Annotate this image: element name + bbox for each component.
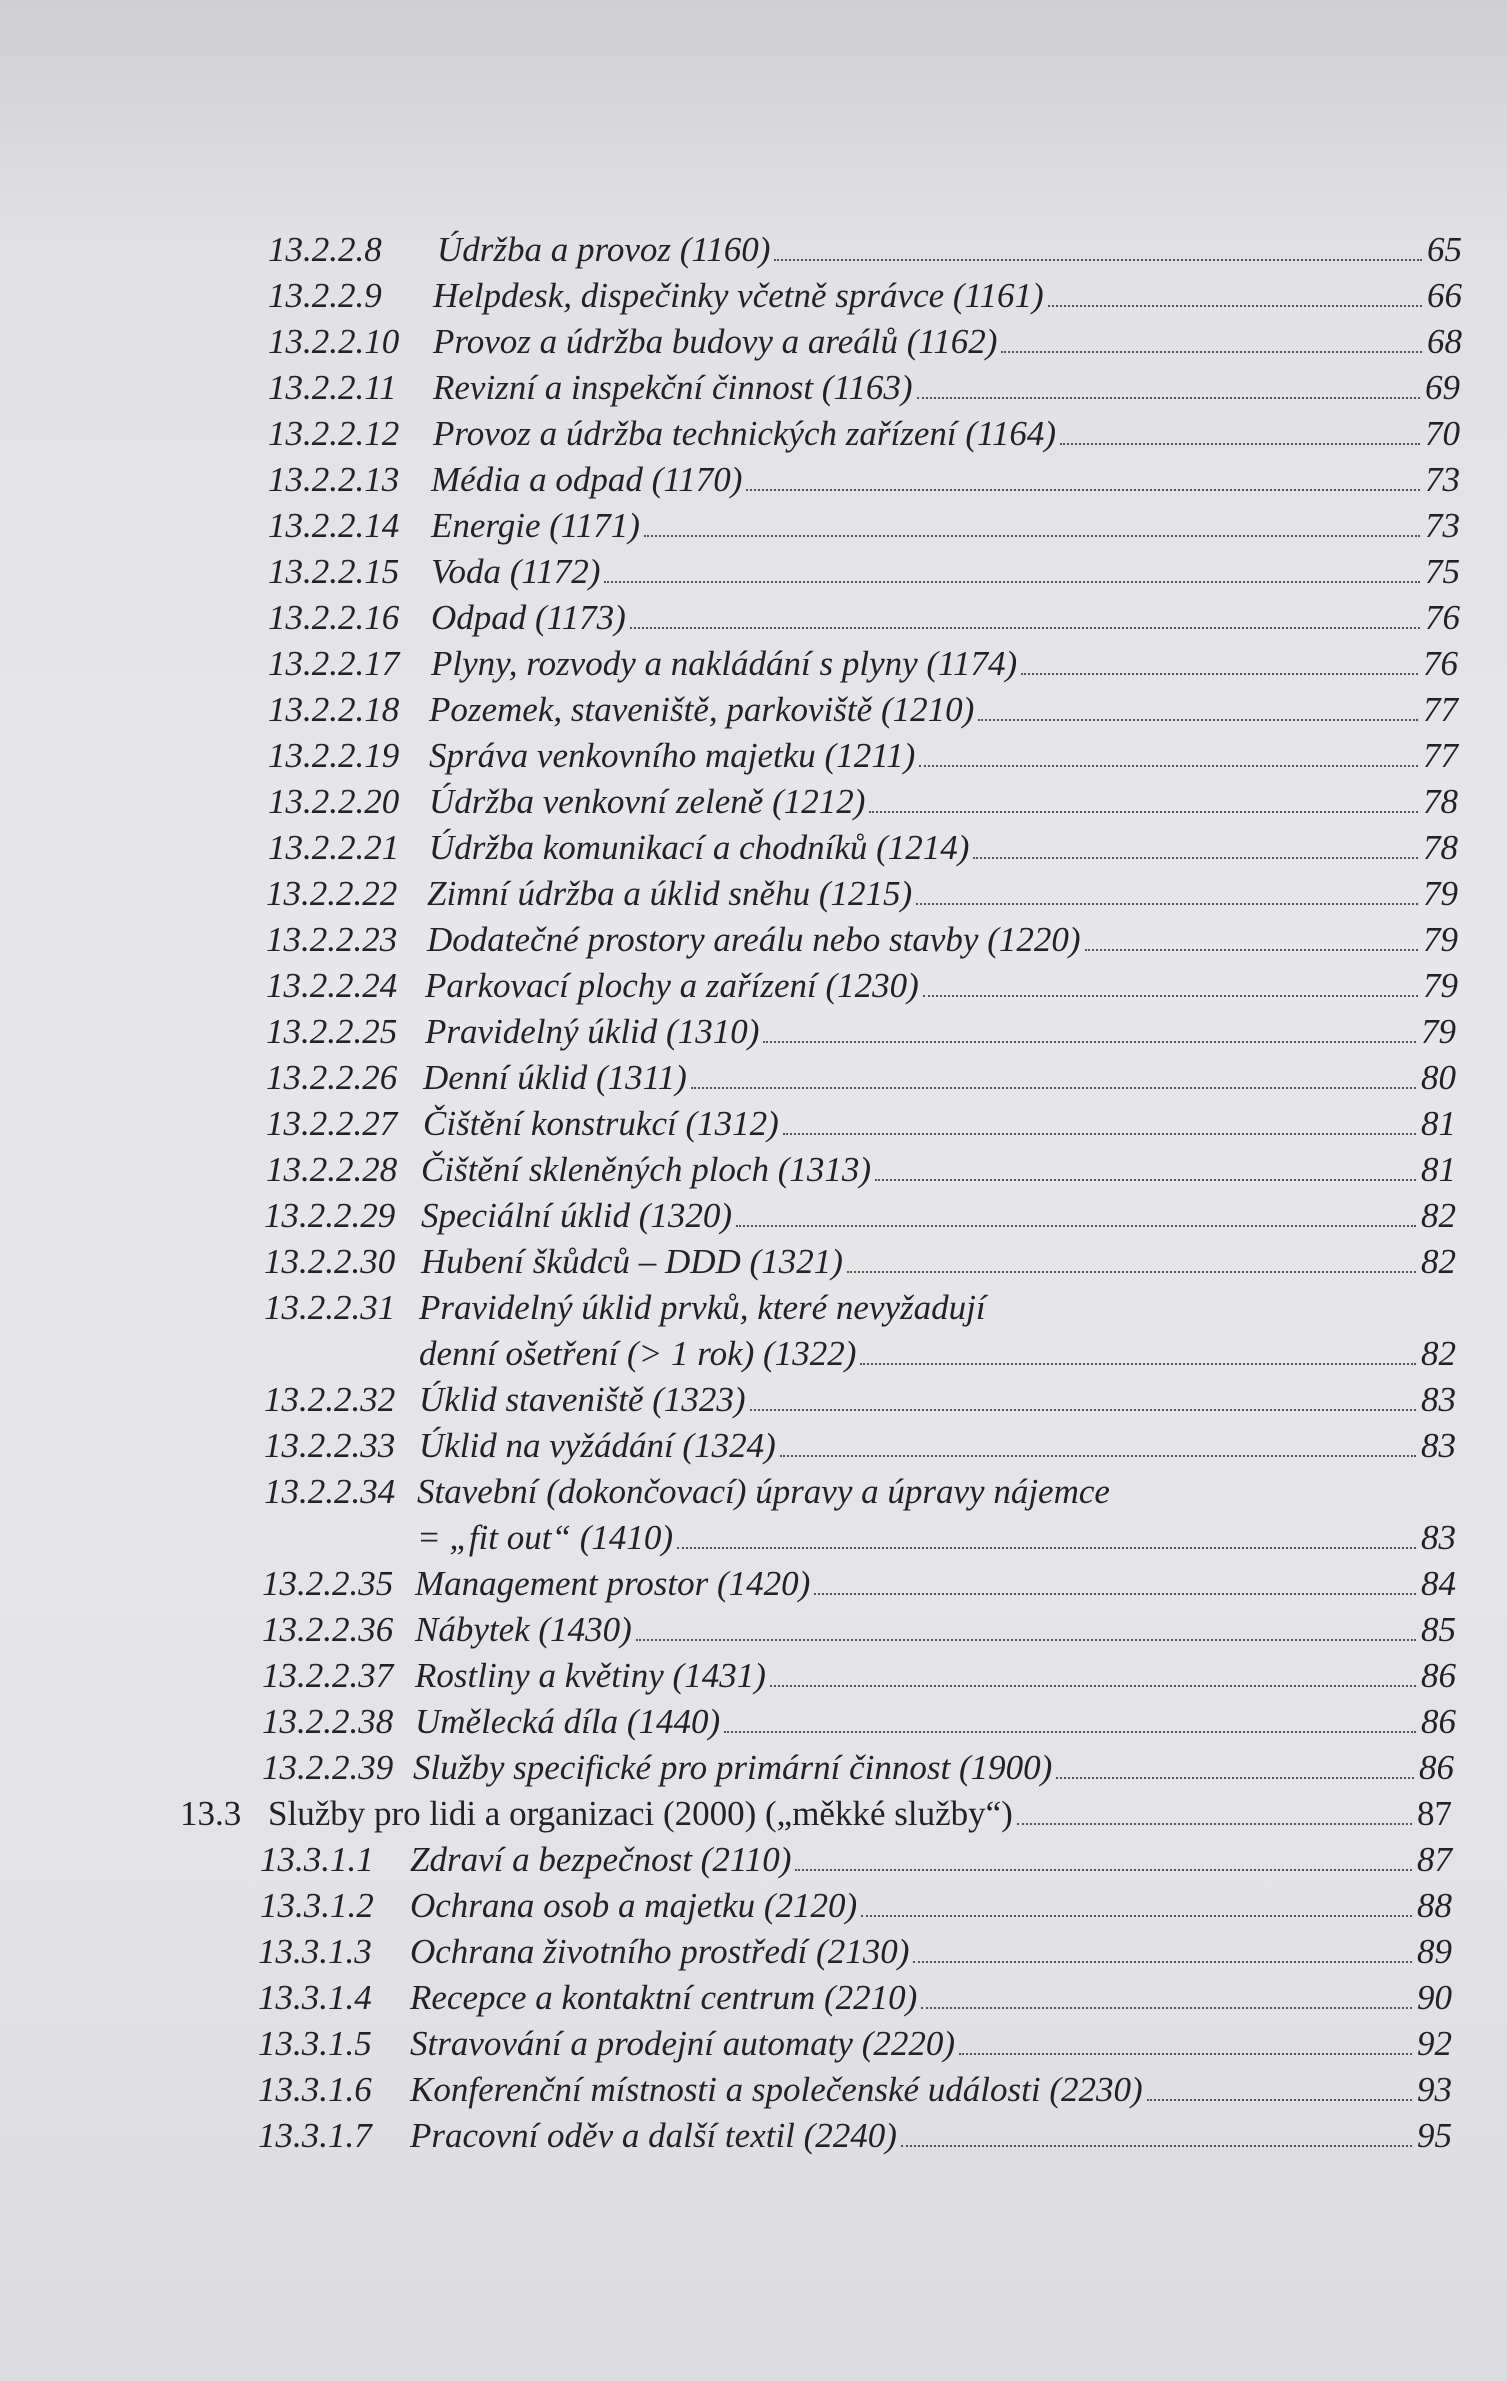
dot-leader bbox=[677, 1546, 1416, 1549]
toc-entry-page: 81 bbox=[1421, 1150, 1456, 1189]
toc-entry-line bbox=[413, 1746, 1454, 1790]
toc-entry-title: Hubení škůdců – DDD (1321) bbox=[421, 1242, 843, 1281]
toc-entry-page: 76 bbox=[1425, 598, 1460, 637]
toc-entry-title: Zdraví a bezpečnost (2110) bbox=[410, 1840, 792, 1879]
dot-leader bbox=[847, 1270, 1416, 1273]
toc-entry-title: Pravidelný úklid prvků, které nevyžadují bbox=[419, 1288, 986, 1327]
toc-entry-number: 13.2.2.25 bbox=[266, 1012, 398, 1051]
toc-entry-page: 82 bbox=[1421, 1334, 1456, 1373]
toc-entry-number: 13.3.1.6 bbox=[258, 2070, 372, 2109]
toc-entry-number: 13.2.2.30 bbox=[264, 1242, 396, 1281]
toc-entry-page: 90 bbox=[1417, 1978, 1452, 2017]
toc-entry-page: 86 bbox=[1419, 1748, 1454, 1787]
toc-entry-number: 13.2.2.14 bbox=[268, 506, 400, 545]
toc-entry-line bbox=[410, 1930, 1452, 1974]
toc-entry-page: 85 bbox=[1421, 1610, 1456, 1649]
toc-entry-title: Úklid staveniště (1323) bbox=[419, 1380, 746, 1419]
toc-entry-line bbox=[431, 550, 1460, 594]
toc-entry-line bbox=[433, 412, 1460, 456]
toc-entry-number: 13.3.1.4 bbox=[258, 1978, 372, 2017]
toc-entry-page: 75 bbox=[1425, 552, 1460, 591]
toc-entry-title-continuation: = „fit out“ (1410) bbox=[417, 1518, 674, 1557]
toc-entry-page: 73 bbox=[1425, 460, 1460, 499]
dot-leader bbox=[746, 488, 1420, 491]
toc-entry-line bbox=[431, 596, 1460, 640]
toc-entry-number: 13.2.2.9 bbox=[268, 276, 382, 315]
toc-entry-page: 80 bbox=[1421, 1058, 1456, 1097]
toc-entry-number: 13.2.2.15 bbox=[268, 552, 400, 591]
dot-leader bbox=[814, 1592, 1416, 1595]
toc-entry-number: 13.2.2.27 bbox=[266, 1104, 398, 1143]
toc-entry-page: 69 bbox=[1425, 368, 1460, 407]
toc-entry-number: 13.2.2.23 bbox=[266, 920, 398, 959]
toc-entry-line bbox=[419, 1424, 1456, 1468]
toc-entry-title: Čištění konstrukcí (1312) bbox=[423, 1104, 779, 1143]
toc-entry-page: 79 bbox=[1421, 1012, 1456, 1051]
toc-entry-line bbox=[437, 228, 1462, 272]
toc-entry-page: 81 bbox=[1421, 1104, 1456, 1143]
toc-entry-number: 13.3.1.1 bbox=[260, 1840, 374, 1879]
toc-entry-number: 13.2.2.18 bbox=[268, 690, 400, 729]
toc-entry-number: 13.3 bbox=[180, 1794, 242, 1833]
toc-entry-number: 13.2.2.16 bbox=[268, 598, 400, 637]
toc-entry-line bbox=[429, 688, 1458, 732]
toc-entry-line bbox=[425, 1010, 1456, 1054]
dot-leader bbox=[917, 396, 1420, 399]
dot-leader bbox=[875, 1178, 1416, 1181]
dot-leader bbox=[691, 1086, 1416, 1089]
toc-entry-page: 88 bbox=[1417, 1886, 1452, 1925]
toc-entry-page: 82 bbox=[1421, 1196, 1456, 1235]
toc-entry-page: 65 bbox=[1427, 230, 1462, 269]
toc-entry-line bbox=[423, 1102, 1456, 1146]
toc-entry-number: 13.2.2.12 bbox=[268, 414, 400, 453]
toc-entry-title: Revizní a inspekční činnost (1163) bbox=[433, 368, 913, 407]
dot-leader bbox=[750, 1408, 1416, 1411]
dot-leader bbox=[1060, 442, 1420, 445]
toc-entry-title: Helpdesk, dispečinky včetně správce (1161) bbox=[433, 276, 1044, 315]
toc-entry-title: Údržba venkovní zeleně (1212) bbox=[429, 782, 866, 821]
toc-entry-page: 79 bbox=[1423, 966, 1458, 1005]
toc-entry-line bbox=[433, 320, 1462, 364]
toc-entry-title: Údržba komunikací a chodníků (1214) bbox=[429, 828, 970, 867]
toc-entry-line bbox=[431, 458, 1460, 502]
toc-entry-page: 87 bbox=[1417, 1840, 1452, 1879]
dot-leader bbox=[959, 2052, 1412, 2055]
toc-entry-title: Parkovací plochy a zařízení (1230) bbox=[425, 966, 919, 1005]
toc-entry-line bbox=[419, 1378, 1456, 1422]
toc-entry-title: Dodatečné prostory areálu nebo stavby (1220) bbox=[427, 920, 1081, 959]
toc-entry-line bbox=[410, 1884, 1452, 1928]
toc-entry-title: Správa venkovního majetku (1211) bbox=[429, 736, 916, 775]
dot-leader bbox=[724, 1730, 1416, 1733]
dot-leader bbox=[1021, 672, 1418, 675]
toc-entry-title: Pozemek, staveniště, parkoviště (1210) bbox=[429, 690, 975, 729]
toc-entry-title: Energie (1171) bbox=[431, 506, 640, 545]
toc-entry-line bbox=[415, 1562, 1456, 1606]
toc-entry-page: 92 bbox=[1417, 2024, 1452, 2063]
dot-leader bbox=[919, 764, 1418, 767]
toc-entry-number: 13.3.1.5 bbox=[258, 2024, 372, 2063]
dot-leader bbox=[973, 856, 1418, 859]
toc-entry-line bbox=[410, 1838, 1452, 1882]
toc-entry-page: 70 bbox=[1425, 414, 1460, 453]
toc-entry-line bbox=[431, 504, 1460, 548]
dot-leader bbox=[916, 902, 1418, 905]
dot-leader bbox=[913, 1960, 1412, 1963]
toc-entry-line bbox=[415, 1608, 1456, 1652]
toc-entry-title: Média a odpad (1170) bbox=[431, 460, 743, 499]
toc-entry-title: Rostliny a květiny (1431) bbox=[415, 1656, 766, 1695]
toc-entry-page: 79 bbox=[1423, 874, 1458, 913]
toc-entry-number: 13.3.1.7 bbox=[258, 2116, 372, 2155]
toc-entry-page: 84 bbox=[1421, 1564, 1456, 1603]
toc-entry-number: 13.3.1.3 bbox=[258, 1932, 372, 1971]
toc-entry-line bbox=[419, 1332, 1456, 1376]
toc-entry-line bbox=[410, 2022, 1452, 2066]
toc-section-line bbox=[268, 1792, 1452, 1836]
toc-entry-title: Odpad (1173) bbox=[431, 598, 626, 637]
dot-leader bbox=[869, 810, 1418, 813]
dot-leader bbox=[770, 1684, 1416, 1687]
toc-section-title: Služby pro lidi a organizaci (2000) („měkké služby“) bbox=[268, 1794, 1013, 1833]
dot-leader bbox=[763, 1040, 1416, 1043]
toc-entry-line bbox=[427, 918, 1458, 962]
toc-entry-number: 13.2.2.28 bbox=[266, 1150, 398, 1189]
toc-entry-page: 83 bbox=[1421, 1426, 1456, 1465]
toc-entry-page: 73 bbox=[1425, 506, 1460, 545]
toc-entry-line bbox=[417, 1516, 1456, 1560]
toc-entry-number: 13.2.2.37 bbox=[262, 1656, 394, 1695]
toc-entry-title: Pracovní oděv a další textil (2240) bbox=[410, 2116, 897, 2155]
toc-entry-title: Provoz a údržba technických zařízení (1164) bbox=[433, 414, 1057, 453]
toc-entry-title: Denní úklid (1311) bbox=[423, 1058, 687, 1097]
toc-entry-line bbox=[415, 1654, 1456, 1698]
toc-entry-page: 89 bbox=[1417, 1932, 1452, 1971]
dot-leader bbox=[1001, 350, 1422, 353]
toc-entry-title: Speciální úklid (1320) bbox=[421, 1196, 733, 1235]
toc-entry-page: 77 bbox=[1423, 736, 1458, 775]
dot-leader bbox=[783, 1132, 1416, 1135]
dot-leader bbox=[978, 718, 1418, 721]
toc-entry-title: Čištění skleněných ploch (1313) bbox=[421, 1150, 872, 1189]
toc-entry-number: 13.2.2.32 bbox=[264, 1380, 396, 1419]
toc-entry-number: 13.2.2.17 bbox=[268, 644, 400, 683]
toc-entry-number: 13.2.2.24 bbox=[266, 966, 398, 1005]
toc-entry-line bbox=[429, 780, 1458, 824]
toc-entry-page: 87 bbox=[1417, 1794, 1452, 1833]
toc-entry-line bbox=[425, 964, 1458, 1008]
toc-entry-title: Úklid na vyžádání (1324) bbox=[419, 1426, 776, 1465]
toc-entry-line bbox=[433, 274, 1462, 318]
toc-entry-number: 13.2.2.29 bbox=[264, 1196, 396, 1235]
toc-entry-number: 13.2.2.26 bbox=[266, 1058, 398, 1097]
dot-leader bbox=[736, 1224, 1416, 1227]
toc-entry-line bbox=[431, 642, 1458, 686]
toc-entry-title: Umělecká díla (1440) bbox=[415, 1702, 721, 1741]
dot-leader bbox=[630, 626, 1420, 629]
toc-entry-page: 68 bbox=[1427, 322, 1462, 361]
toc-entry-number: 13.2.2.13 bbox=[268, 460, 400, 499]
toc-entry-line bbox=[427, 872, 1458, 916]
toc-entry-number: 13.2.2.39 bbox=[262, 1748, 394, 1787]
toc-entry-page: 66 bbox=[1427, 276, 1462, 315]
toc-entry-page: 93 bbox=[1417, 2070, 1452, 2109]
toc-entry-title: Stavební (dokončovací) úpravy a úpravy nájemce bbox=[417, 1472, 1110, 1511]
toc-entry-title: Nábytek (1430) bbox=[415, 1610, 632, 1649]
toc-entry-page: 78 bbox=[1423, 828, 1458, 867]
toc-entry-title: Konferenční místnosti a společenské události (2230) bbox=[410, 2070, 1143, 2109]
toc-entry-line bbox=[429, 734, 1458, 778]
toc-entry-number: 13.2.2.10 bbox=[268, 322, 400, 361]
toc-entry-page: 83 bbox=[1421, 1518, 1456, 1557]
toc-entry-title: Management prostor (1420) bbox=[415, 1564, 811, 1603]
toc-entry-page: 86 bbox=[1421, 1656, 1456, 1695]
toc-entry-title: Recepce a kontaktní centrum (2210) bbox=[410, 1978, 918, 2017]
toc-entry-page: 76 bbox=[1423, 644, 1458, 683]
toc-entry-page: 79 bbox=[1423, 920, 1458, 959]
toc-entry-line bbox=[410, 2068, 1452, 2112]
toc-entry-page: 82 bbox=[1421, 1242, 1456, 1281]
toc-entry-title: Voda (1172) bbox=[431, 552, 601, 591]
toc-entry-number: 13.2.2.11 bbox=[268, 368, 397, 407]
dot-leader bbox=[860, 1362, 1416, 1365]
toc-entry-line bbox=[421, 1240, 1456, 1284]
dot-leader bbox=[644, 534, 1420, 537]
toc-entry-number: 13.2.2.33 bbox=[264, 1426, 396, 1465]
toc-entry-number: 13.2.2.19 bbox=[268, 736, 400, 775]
toc-entry-number: 13.2.2.34 bbox=[264, 1472, 396, 1511]
toc-entry-title: Údržba a provoz (1160) bbox=[437, 230, 771, 269]
dot-leader bbox=[780, 1454, 1416, 1457]
toc-entry-title: Pravidelný úklid (1310) bbox=[425, 1012, 760, 1051]
toc-entry-title: Provoz a údržba budovy a areálů (1162) bbox=[433, 322, 998, 361]
toc-entry-number: 13.2.2.31 bbox=[264, 1288, 396, 1327]
toc-entry-page: 78 bbox=[1423, 782, 1458, 821]
dot-leader bbox=[795, 1868, 1412, 1871]
dot-leader bbox=[774, 258, 1422, 261]
dot-leader bbox=[1085, 948, 1418, 951]
toc-entry-number: 13.2.2.20 bbox=[268, 782, 400, 821]
toc-entry-title: Plyny, rozvody a nakládání s plyny (1174) bbox=[431, 644, 1018, 683]
toc-entry-title: Ochrana životního prostředí (2130) bbox=[410, 1932, 910, 1971]
toc-entry-number: 13.2.2.38 bbox=[262, 1702, 394, 1741]
toc-entry-number: 13.2.2.21 bbox=[268, 828, 400, 867]
dot-leader bbox=[1056, 1776, 1414, 1779]
dot-leader bbox=[923, 994, 1418, 997]
toc-entry-title: Ochrana osob a majetku (2120) bbox=[410, 1886, 858, 1925]
dot-leader bbox=[861, 1914, 1412, 1917]
toc-entry-title: Stravování a prodejní automaty (2220) bbox=[410, 2024, 956, 2063]
dot-leader bbox=[1048, 304, 1422, 307]
toc-entry-line bbox=[421, 1148, 1456, 1192]
dot-leader bbox=[901, 2144, 1412, 2147]
toc-entry-number: 13.2.2.8 bbox=[268, 230, 382, 269]
toc-entry-number: 13.2.2.35 bbox=[262, 1564, 394, 1603]
toc-entry-page: 95 bbox=[1417, 2116, 1452, 2155]
dot-leader bbox=[921, 2006, 1412, 2009]
dot-leader bbox=[1017, 1822, 1412, 1825]
toc-entry-page: 77 bbox=[1423, 690, 1458, 729]
toc-entry-line bbox=[423, 1056, 1456, 1100]
toc-entry-line bbox=[433, 366, 1460, 410]
dot-leader bbox=[636, 1638, 1416, 1641]
toc-entry-page: 83 bbox=[1421, 1380, 1456, 1419]
toc-entry-line bbox=[429, 826, 1458, 870]
dot-leader bbox=[604, 580, 1420, 583]
toc-entry-title-continuation: denní ošetření (> 1 rok) (1322) bbox=[419, 1334, 857, 1373]
toc-entry-line bbox=[421, 1194, 1456, 1238]
toc-entry-number: 13.2.2.36 bbox=[262, 1610, 394, 1649]
dot-leader bbox=[1147, 2098, 1412, 2101]
toc-entry-title: Zimní údržba a úklid sněhu (1215) bbox=[427, 874, 913, 913]
toc-entry-number: 13.3.1.2 bbox=[260, 1886, 374, 1925]
toc-entry-page: 86 bbox=[1421, 1702, 1456, 1741]
toc-entry-number: 13.2.2.22 bbox=[266, 874, 398, 913]
toc-entry-line bbox=[410, 1976, 1452, 2020]
toc-entry-line bbox=[415, 1700, 1456, 1744]
toc-entry-line bbox=[410, 2114, 1452, 2158]
toc-entry-title: Služby specifické pro primární činnost (1900) bbox=[413, 1748, 1053, 1787]
